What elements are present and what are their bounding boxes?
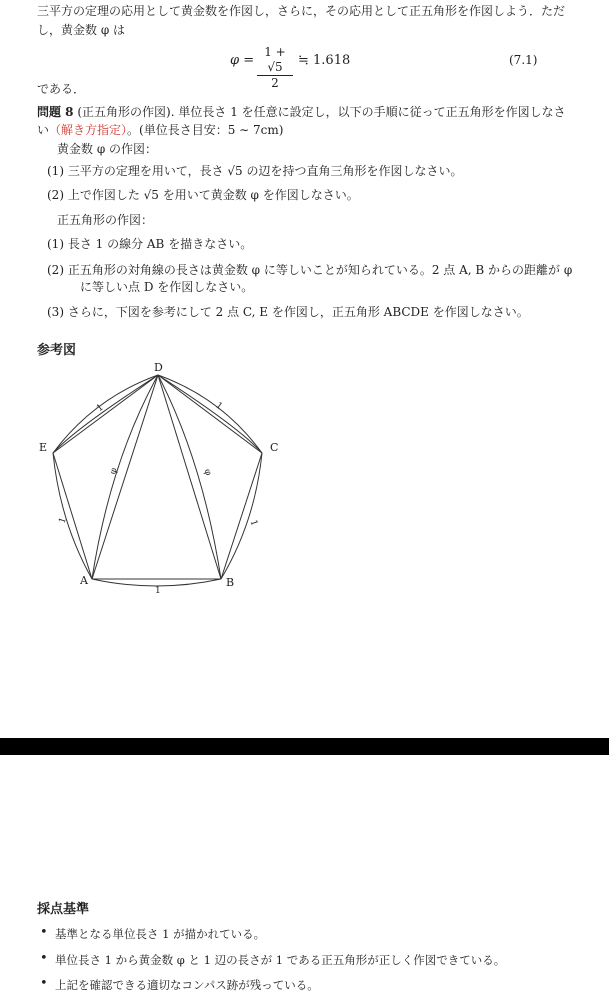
problem-statement-line-1	[37, 103, 566, 122]
problem-statement-line-2	[37, 121, 283, 140]
diagonal-bd	[158, 375, 221, 579]
golden-ratio-subheading: 黄金数 φ の作図：	[57, 142, 158, 156]
pentagon-reference-figure	[30, 358, 290, 598]
intro-line-1: 三平方の定理の応用として黄金数を作図し，さらに，その応用として正五角形を作図しよう．ただ	[37, 4, 566, 18]
vertex-label-e: E	[39, 441, 48, 454]
vertex-label-b: B	[226, 576, 235, 589]
grading-criterion-1: • 基準となる単位長さ 1 が描かれている。	[55, 926, 265, 942]
intro-line-3: である．	[37, 82, 86, 96]
intro-line-2: し，黄金数 φ は	[37, 23, 126, 37]
vertex-label-d: D	[154, 361, 163, 374]
equation-fraction	[256, 45, 294, 90]
edge-label-de: 1	[94, 402, 106, 414]
side-cd	[158, 375, 262, 453]
edge-label-ad: φ	[108, 466, 120, 476]
edge-label-bd: φ	[201, 467, 214, 477]
pentagon-step-1: (1) 長さ 1 の線分 AB を描きなさい。	[47, 237, 253, 251]
diagonal-ad	[92, 375, 158, 579]
reference-figure-title: 参考図	[37, 343, 77, 358]
side-bc	[221, 453, 262, 579]
problem-text-a: 単位長さ 1 を任意に設定し，以下の手順に従って正五角形を作図しなさ	[178, 105, 566, 119]
equation-denominator: 2	[271, 76, 279, 90]
equation-rhs: ≒ 1.618	[298, 53, 351, 68]
edge-label-ea: 1	[57, 516, 69, 525]
vertex-label-a: A	[80, 574, 88, 587]
edge-label-cd: 1	[213, 400, 224, 413]
problem-text-c: 。(単位長さ目安：5 ∼ 7cm)	[127, 123, 284, 137]
grading-criteria-title: 採点基準	[37, 902, 90, 917]
pentagon-step-2: (2) 正五角形の対角線の長さは黄金数 φ に等しいことが知られている。2 点 A, B からの距離が φ	[47, 263, 573, 277]
problem-title: (正五角形の作図).	[77, 105, 175, 119]
edge-label-bc: 1	[247, 518, 259, 528]
problem-text-b: い	[37, 123, 50, 137]
pentagon-step-3: (3) さらに，下図を参考にして 2 点 C, E を作図し，正五角形 ABCDE を作図しなさい。	[47, 305, 529, 319]
page-divider	[0, 738, 609, 755]
golden-ratio-equation	[230, 45, 370, 90]
pentagon-subheading: 正五角形の作図：	[57, 213, 154, 227]
vertex-label-c: C	[270, 441, 279, 454]
golden-step-2: (2) 上で作図した √5 を用いて黄金数 φ を作図しなさい。	[47, 188, 359, 202]
equation-lhs: φ =	[230, 53, 255, 68]
golden-step-1: (1) 三平方の定理を用いて，長さ √5 の辺を持つ直角三角形を作図しなさい。	[47, 164, 463, 178]
side-de	[53, 375, 158, 453]
edge-label-ab: 1	[155, 586, 161, 596]
equation-number: (7.1)	[509, 53, 538, 67]
arc-ab	[92, 579, 221, 586]
grading-criterion-2: • 単位長さ 1 から黄金数 φ と 1 辺の長さが 1 である正五角形が正しく作図できている。	[55, 952, 505, 968]
solution-method-note: （解き方指定）	[49, 123, 128, 137]
problem-label: 問題 8	[37, 105, 74, 119]
equation-numerator: 1 + √5	[264, 45, 286, 74]
side-ea	[53, 453, 92, 579]
pentagon-step-2-cont: に等しい点 D を作図しなさい。	[80, 280, 254, 294]
grading-criterion-3: • 上記を確認できる適切なコンパス跡が残っている。	[55, 977, 319, 993]
